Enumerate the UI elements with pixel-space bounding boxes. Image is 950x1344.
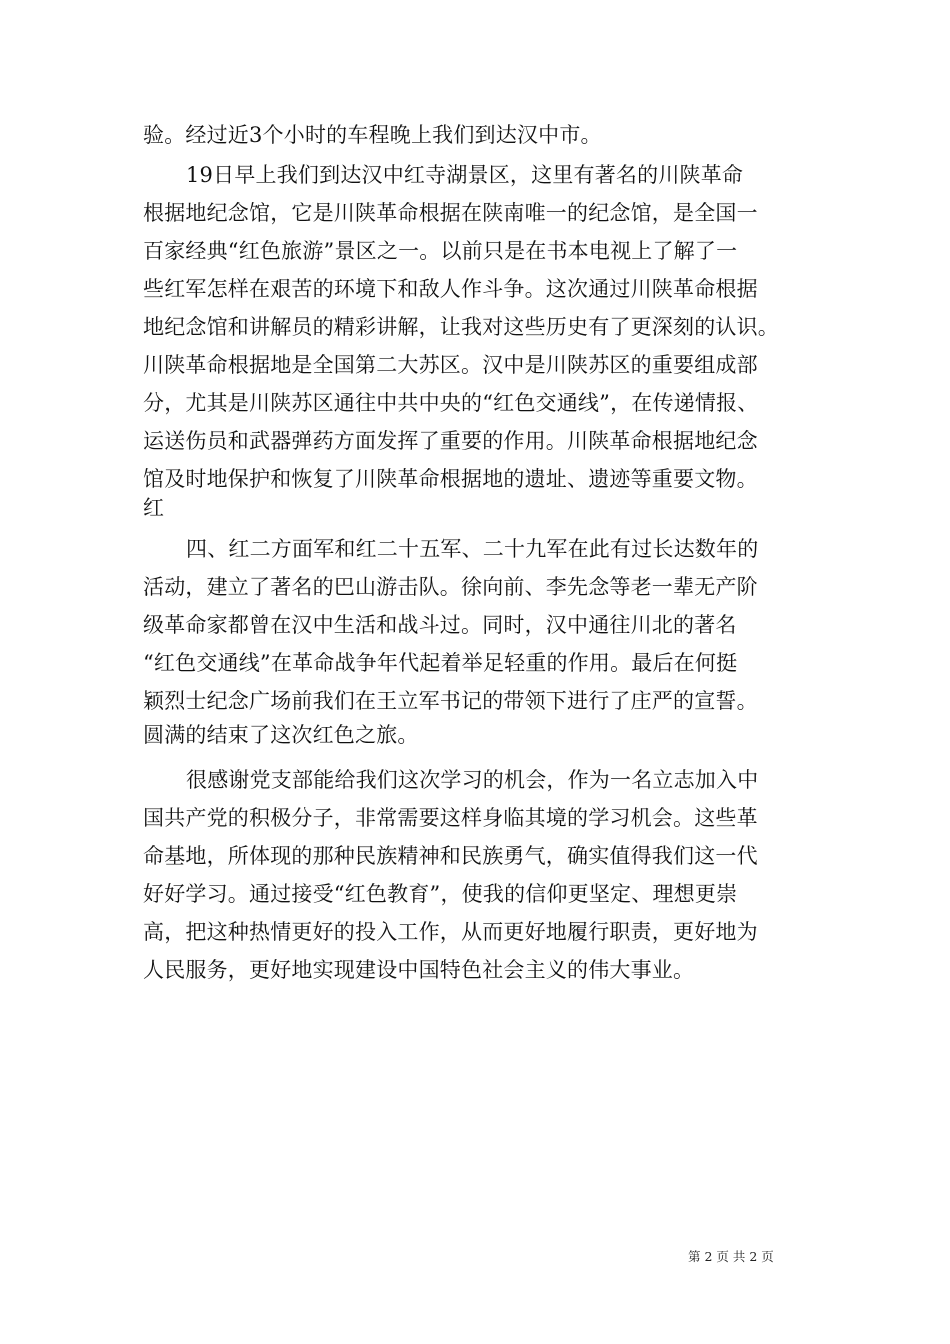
text-line: 圆满的结束了这次红色之旅。 [143,723,419,747]
page-number: 第 2 页 共 2 页 [688,1249,774,1264]
text-line: 高，把这种热情更好的投入工作，从而更好地履行职责，更好地为 [143,920,758,944]
text-line: 好好学习。通过接受“红色教育”，使我的信仰更坚定、理想更崇 [143,882,738,906]
text-line: 馆及时地保护和恢复了川陕革命根据地的遗址、遗迹等重要文物。 [143,467,758,491]
text-line: 百家经典“红色旅游”景区之一。以前只是在书本电视上了解了一 [143,239,738,263]
text-line: 运送伤员和武器弹药方面发挥了重要的作用。川陕革命根据地纪念 [143,429,758,453]
text-line: 很感谢党支部能给我们这次学习的机会，作为一名立志加入中 [186,768,759,792]
text-line: 地纪念馆和讲解员的精彩讲解，让我对这些历史有了更深刻的认识。 [143,315,779,339]
text-line: 颖烈士纪念广场前我们在王立军书记的带领下进行了庄严的宣誓。 [143,689,758,713]
text-line: 19日早上我们到达汉中红寺湖景区，这里有著名的川陕革命 [186,163,744,187]
text-line: 四、红二方面军和红二十五军、二十九军在此有过长达数年的 [186,537,759,561]
text-line: 根据地纪念馆，它是川陕革命根据在陕南唯一的纪念馆，是全国一 [143,201,758,225]
text-line: 验。经过近3个小时的车程晚上我们到达汉中市。 [143,123,602,147]
text-line: 川陕革命根据地是全国第二大苏区。汉中是川陕苏区的重要组成部 [143,353,758,377]
text-line: 些红军怎样在艰苦的环境下和敌人作斗争。这次通过川陕革命根据 [143,277,758,301]
text-line: 红 [143,496,165,520]
text-line: 级革命家都曾在汉中生活和战斗过。同时，汉中通往川北的著名 [143,613,737,637]
text-line: 活动，建立了著名的巴山游击队。徐向前、李先念等老一辈无产阶 [143,575,758,599]
text-line: 命基地，所体现的那种民族精神和民族勇气，确实值得我们这一代 [143,844,758,868]
text-line: 分，尤其是川陕苏区通往中共中央的“红色交通线”，在传递情报、 [143,391,759,415]
text-line: 人民服务，更好地实现建设中国特色社会主义的伟大事业。 [143,958,695,982]
text-line: “红色交通线”在革命战争年代起着举足轻重的作用。最后在何挺 [143,651,738,675]
text-line: 国共产党的积极分子，非常需要这样身临其境的学习机会。这些革 [143,806,758,830]
